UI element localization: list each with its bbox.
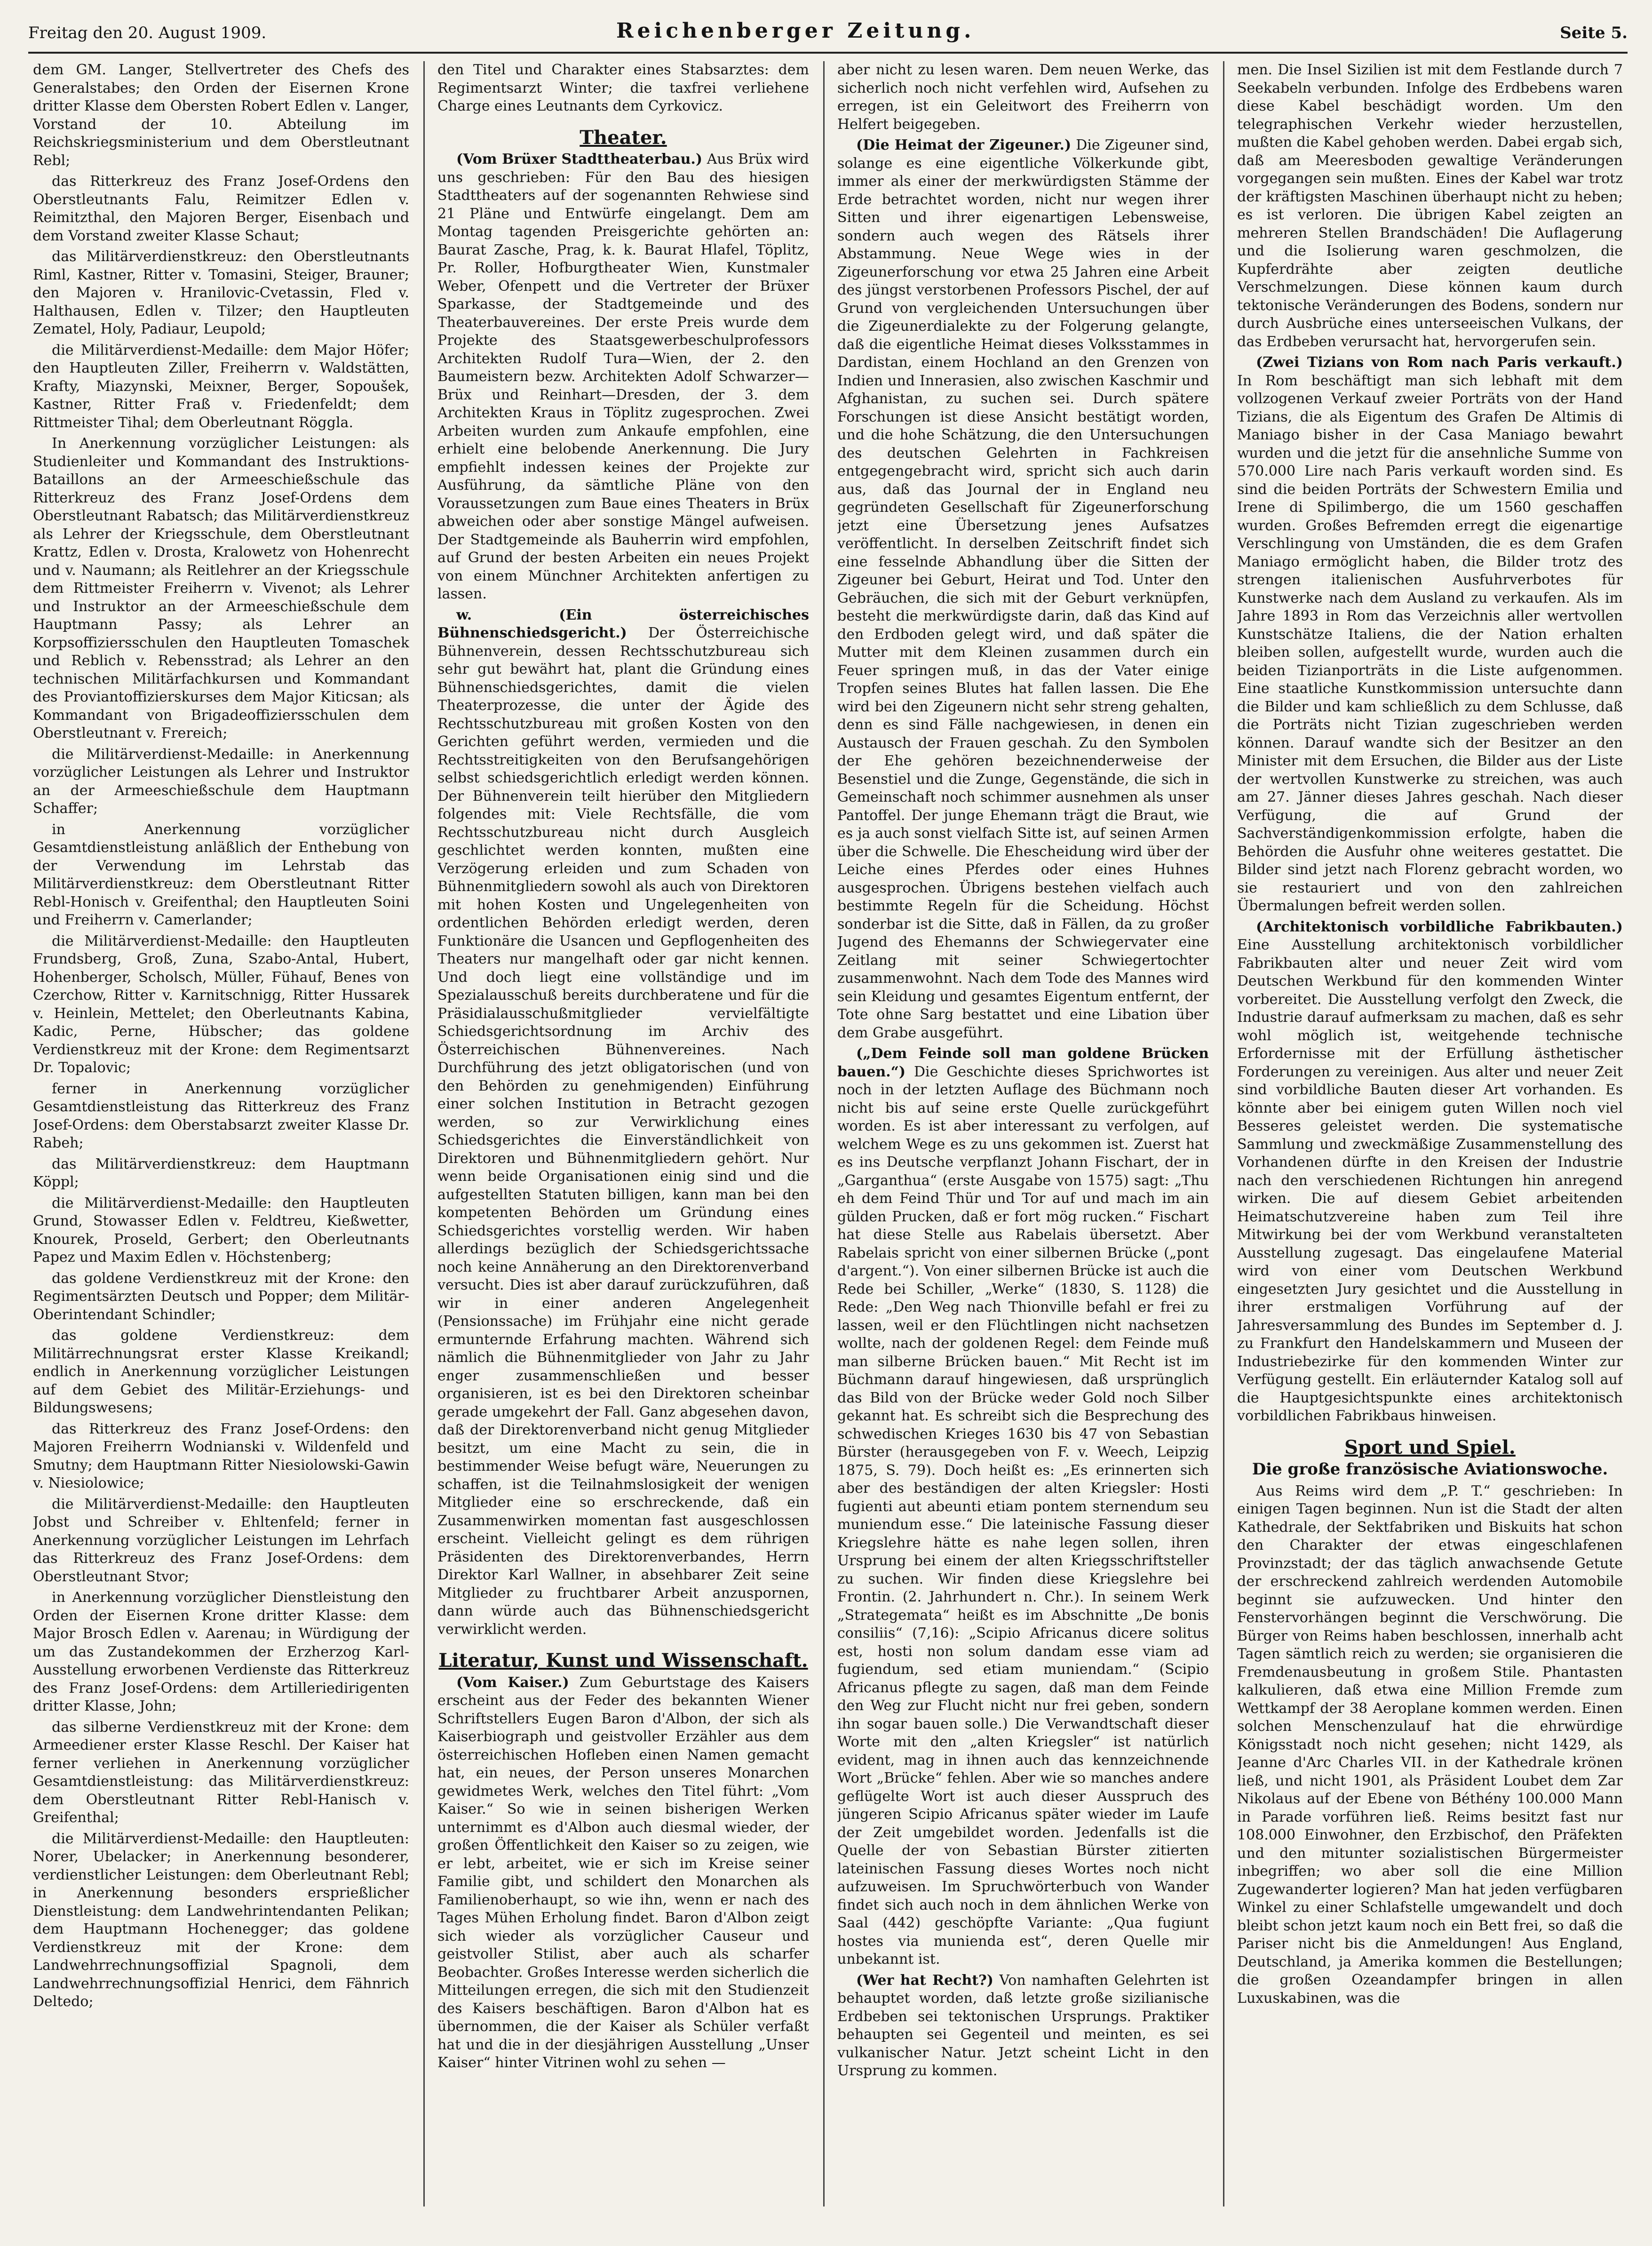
- article-body: Die Zigeuner sind, solange es eine eigentliche Völkerkunde gibt, immer als einer der merkwürdigsten Stämme der Erde betrachtet worden, nicht nur wegen ihrer Sitten und ihrer eigenartigen Lebensweise, sondern auch wegen des Rätsels ihrer Abstammung. Neue Wege wies in der Zigeunerforschung vor etwa 25 Jahren eine Arbeit des jüngst verstorbenen Professors Pischel, der auf Grund von vergleichenden Untersuchungen über die Zigeunerdialekte zu der Folgerung gelangte, daß die eigentliche Heimat dieses Volksstammes in Dardistan, einem Hochland an den Grenzen von Indien und Innerasien, also zwischen Kaschmir und Afghanistan, zu suchen sei. Durch spätere Forschungen ist diese Ansicht bestätigt worden, und die hohe Schätzung, die den Untersuchungen des deutschen Gelehrten in Fachkreisen entgegengebracht wird, spricht sich auch darin aus, daß das Journal der in England neu gegründeten Gesellschaft für Zigeunerforschung jetzt eine Übersetzung jenes Aufsatzes veröffentlicht. In derselben Zeitschrift findet sich eine fesselnde Abhandlung über die Sitten der Zigeuner bei Geburt, Heirat und Tod. Unter den Gebräuchen, die sich mit der Geburt verknüpfen, besteht die merkwürdigste darin, daß das Kind auf den Erdboden gelegt wird, und daß später die Mutter mit dem Kleinen zusammen durch ein Feuer springen muß, in das der Vater einige Tropfen seines Blutes hat fallen lassen. Die Ehe wird bei den Zigeunern nicht sehr streng gehalten, denn es sind Fälle nachgewiesen, in denen ein Austausch der Frauen geschah. Zu den Symbolen der Ehe gehören bezeichnenderweise der Besenstiel und die Zunge, Gegenstände, die sich in Gemeinschaft noch schimmer ausnehmen als unser Pantoffel. Der junge Ehemann trägt die Braut, wie es ja auch sonst vielfach Sitte ist, auf seinen Armen über die Schwelle. Die Ehescheidung wird über der Leiche eines Pferdes oder eines Huhnes ausgesprochen. Übrigens bestehen vielfach auch bestimmte Regeln für die Scheidung. Höchst sonderbar ist die Sitte, daß in Fällen, da zu großer Jugend des Ehemanns der Schwiegervater eine Zeitlang mit seiner Schwiegertochter zusammenwohnt. Nach dem Tode des Mannes wird sein Kleidung und gesamtes Eigentum entfernt, der Tote ohne Sarg bestattet und eine Libation über dem Grabe ausgeführt.: [837, 137, 1209, 1041]
- paragraph: die Militärverdienst-Medaille: den Hauptleuten: Norer, Ubelacker; in Anerkennung besonderer, verdienstlicher Leistungen: dem Oberleutnant Rebl; in Anerkennung besonders ersprießlicher Dienstleistung: dem Landwehrintendanten Pelikan; dem Hauptmann Hochenegger; das goldene Verdienstkreuz mit der Krone: dem Landwehrrechnungsoffizial Spagnoli, dem Landwehrrechnungsoffizial Henrici, dem Fähnrich Deltedo;: [33, 1830, 409, 2010]
- paragraph: die Militärverdienst-Medaille: dem Major Höfer; den Hauptleuten Ziller, Freiherrn v. Waldstätten, Krafty, Miazynski, Meixner, Berger, Sopoušek, Kastner, Ritter Fraß v. Friedenfeldt; dem Rittmeister Tihal; dem Oberleutnant Röggla.: [33, 342, 409, 431]
- article-body: Aus Reims wird dem „P. T.“ geschrieben: In einigen Tagen beginnen. Nun ist die Stadt der alten Kathedrale, der Sektfabriken und Biskuits hat schon den Charakter der etwas eingeschlafenen Provinzstadt; der das täglich anwachsende Getute der erschreckend zahlreich werdenden Automobile beginnt sie aufzuwecken. Und hinter den Fenstervorhängen beginnt die Verschwörung. Die Bürger von Reims haben beschlossen, innerhalb acht Tagen sämtlich reich zu werden; sie organisieren die Fremdenausbeutung in großem Stile. Phantasten kalkulieren, daß etwa eine Million Fremde zum Wettkampf der 38 Aeroplane kommen werden. Einen solchen Menschenzulauf hat die ehrwürdige Königsstadt noch nicht gesehen; nicht 1429, als Jeanne d'Arc Charles VII. in der Kathedrale krönen ließ, und nicht 1901, als Präsident Loubet dem Zar Nikolaus auf der Ebene von Béthény 100.000 Mann in Parade vorführen ließ. Reims besitzt fast nur 108.000 Einwohner, den Erzbischof, den Präfekten und den mitunter sozialistischen Bürgermeister inbegriffen; wo aber soll die eine Million Zugewanderter logieren? Man hat jeden verfügbaren Winkel zu einer Schlafstelle umgewandelt und doch bleibt schon jetzt kaum noch ein Bett frei, so daß die Pariser nicht bis die Anmeldungen! Aus England, Deutschland, ja Amerika kommen die Bestellungen; die großen Ozeandampfer bringen in allen Luxuskabinen, was die: [1237, 1482, 1623, 2007]
- paragraph: aber nicht zu lesen waren. Dem neuen Werke, das sicherlich noch nicht verfehlen wird, Aufsehen zu erregen, ist ein Geleitwort des Freiherrn von Helfert beigegeben.: [837, 62, 1209, 133]
- paragraph: In Anerkennung vorzüglicher Leistungen: als Studienleiter und Kommandant des Instruktions-Bataillons an der Armeeschießschule das Ritterkreuz des Franz Josef-Ordens dem Oberstleutnant Rabatsch; das Militärverdienstkreuz als Lehrer der Kriegsschule, dem Oberstleutnant Krattz, Edlen v. Drosta, Kralowetz von Hohenrecht und v. Naumann; als Reitlehrer an der Kriegsschule dem Rittmeister Freiherrn v. Vivenot; als Lehrer und Instruktor an der Armeeschießschule dem Hauptmann Passy; als Lehrer an Korpsoffiziersschulen den Hauptleuten Tomaschek und Reblich v. Rebensstrad; als Lehrer an den technischen Militärfachkursen und Kommandant des Proviantoffizierskurses dem Major Kiticsan; als Kommandant von Brigadeoffiziersschulen dem Oberstleutnant v. Frereich;: [33, 435, 409, 741]
- column-rule: [1223, 61, 1224, 2206]
- paragraph: das goldene Verdienstkreuz: dem Militärrechnungsrat erster Klasse Kreikandl; endlich in Anerkennung vorzüglicher Leistungen auf dem Gebiet des Militär-Erziehungs- und Bildungswesens;: [33, 1327, 409, 1416]
- page-number: Seite 5.: [1560, 24, 1628, 42]
- column-2: [437, 61, 809, 2206]
- article-title: (Vom Kaiser.): [456, 1674, 569, 1691]
- paragraph: die Militärverdienst-Medaille: in Anerkennung vorzüglicher Leistungen als Lehrer und Instruktor an der Armeeschießschule dem Hauptmann Schaffer;: [33, 746, 409, 817]
- article-body: Aus Brüx wird uns geschrieben: Für den Bau des hiesigen Stadttheaters auf der sogenannten Rehwiese sind 21 Pläne und Entwürfe eingelangt. Dem am Montag tagenden Preisgerichte gehörten an: Baurat Zasche, Prag, k. k. Baurat Hlafel, Töplitz, Pr. Roller, Hofburgtheater Wien, Kunstmaler Weber, Ofenpett und die Vertreter der Brüxer Sparkasse, der Stadtgemeinde und des Theaterbauvereines. Der erste Preis wurde dem Projekte des Staatsgewerbeschulprofessors Architekten Rudolf Tura—Wien, der 2. den Baumeistern bezw. Architekten Adolf Schwarzer—Brüx und Reinhart—Dresden, der 3. dem Architekten Kraus in Töplitz zugesprochen. Zwei Arbeiten wurden zum Ankaufe empfohlen, eine erhielt eine belobende Anerkennung. Die Jury empfiehlt indessen keines der Projekte zur Ausführung, da sämtliche Pläne von den Voraussetzungen zum Baue eines Theaters in Brüx abweichen oder aber sonstige Mängel aufweisen. Der Stadtgemeinde als Bauherrin wird empfohlen, auf Grund der besten Arbeiten ein neues Projekt von einem Münchner Architekten anfertigen zu lassen.: [437, 151, 809, 602]
- article-body: Der Österreichische Bühnenverein, dessen Rechtsschutzbureau sich sehr gut bewährt hat, plant die Gründung eines Bühnenschiedsgerichtes, damit die vielen Theaterprozesse, die unter der Ägide des Rechtsschutzbureau mit großen Kosten von den Gerichten geführt werden, vermieden und die Rechtsstreitigkeiten von den Berufsangehörigen selbst schiedsgerichtlich erledigt werden können. Der Bühnenverein teilt hierüber den Mitgliedern folgendes mit: Viele Rechtsfälle, die vom Rechtsschutzbureau nicht durch Ausgleich geschlichtet werden konnten, mußten eine Verzögerung erleiden und zum Schaden von Bühnenmitgliedern sowohl als auch von Direktoren mit hohen Kosten und Ungelegenheiten von ordentlichen Behörden erledigt werden, deren Funktionäre die Usancen und Gepflogenheiten des Theaters nur mangelhaft oder gar nicht kennen. Und doch liegt eine vollständige und im Spezialausschuß bereits durchberatene und für die Präsidialausschußmitglieder vervielfältigte Schiedsgerichtsordnung im Archiv des Österreichischen Bühnenvereines. Nach Durchführung des jetzt obligatorischen (und von den Behörden zu genehmigenden) Einführung einer solchen Institution in Betracht gezogen werden, so zur Verwirklichung eines Schiedsgerichtes die Einverständlichkeit von Direktoren und Bühnenmitgliedern gehört. Nur wenn beide Organisationen einig sind und die aufgestellten Statuten billigen, kann man bei den kompetenten Behörden um Gründung eines Schiedsgerichtes vorstellig werden. Wir haben allerdings bezüglich der Schiedsgerichtssache noch keine Annäherung an den Direktorenverband versucht. Dies ist aber darauf zurückzuführen, daß wir in einer anderen Angelegenheit (Pensionssache) im Frühjahr eine nicht gerade ermunternde Erfahrung machten. Während sich nämlich die Bühnenmitglieder von Jahr zu Jahr enger zusammenschließen und besser organisieren, ist es bei den Direktoren scheinbar gerade umgekehrt der Fall. Ganz abgesehen davon, daß der Direktorenverband nicht genug Mitglieder besitzt, um eine Macht zu sein, die in bestimmender Weise befugt wäre, Neuerungen zu schaffen, ist die Teilnahmslosigkeit der wenigen Mitglieder eine so erschreckende, daß ein Zusammenwirken momentan fast ausgeschlossen erscheint. Vielleicht gelingt es dem rührigen Präsidenten des Direktorenverbandes, Herrn Direktor Karl Wallner, in absehbarer Zeit seine Mitglieder zu fruchtbarer Arbeit anzuspornen, dann würde auch das Bühnenschiedsgericht verwirklicht werden.: [437, 625, 809, 1638]
- article-body: Die Geschichte dieses Sprichwortes ist noch in der letzten Auflage des Büchmann noch nicht bis auf seine erste Quelle zurückgeführt worden. Es ist aber interessant zu verfolgen, auf welchem Wege es zu uns gekommen ist. Zuerst hat es ins Deutsche verpflanzt Johann Fischart, der in „Garganthua“ (erste Ausgabe von 1575) sagt: „Thu eh dem Feind Thür und Tor auf und mach im ain gülden Prucken, daß er fort mög rucken.“ Fischart hat diese Stelle aus Rabelais übersetzt. Aber Rabelais spricht von einer silbernen Brücke („pont d'argent.“). Von einer silbernen Brücke ist auch die Rede bei Schiller, „Werke“ (1830, S. 1128) die Rede: „Den Weg nach Thionville befahl er frei zu lassen, weil er den Flüchtlingen nicht nachsetzen wollte, nach der goldenen Regel: dem Feinde muß man silberne Brücken bauen.“ Mit Recht ist im Büchmann darauf hingewiesen, daß ursprünglich das Bild von der Brücke weder Gold noch Silber gekannt hat. Es schreibt sich die Besprechung des schwedischen Krieges 1630 bis 47 von Sebastian Bürster (herausgegeben von F. v. Weech, Leipzig 1875, S. 79). Doch heißt es: „Es erinnerten sich aber des beständigen der alten Kriegsler: Hosti fugienti aut abeunti etiam pontem sternendum seu muniendum esse.“ Die lateinische Fassung dieser Kriegslehre hätte es nahe legen sollen, ihren Ursprung bei einem der alten Kriegsschriftsteller zu suchen. Wir finden diese Kriegslehre bei Frontin. (2. Jahrhundert n. Chr.). In seinem Werk „Strategemata“ heißt es im Abschnitte „De bonis consiliis“ (7,16): „Scipio Africanus dicere solitus est, hosti non solum dandam esse viam ad fugiendum, sed etiam muniendam.“ (Scipio Africanus pflegte zu sagen, daß man dem Feinde den Weg zur Flucht nicht nur frei geben, sondern ihn sogar bauen solle.) Die Verwandtschaft dieser Worte mit den „alten Kriegsler“ ist natürlich evident, mag in ihnen auch das kennzeichnende Wort „Brücke“ fehlen. Aber wie so manches andere geflügelte Wort ist auch dieser Ausspruch des jüngeren Scipio Africanus später wieder im Laufe der Zeit umgebildet worden. Jedenfalls ist die Quelle der von Sebastian Bürster zitierten lateinischen Fassung dieses Wortes noch nicht aufzuweisen. Im Spruchwörterbuch von Wander findet sich auch noch in dem ähnlichen Werke von Saal (442) geschöpfte Variante: „Qua fugiunt hostes via munienda est“, deren Quelle mir unbekannt ist.: [837, 1063, 1209, 1967]
- article-body: Zum Geburtstage des Kaisers erscheint aus der Feder des bekannten Wiener Schriftstellers Eugen Baron d'Albon, der sich als Kaiserbiograph und geistvoller Erzähler aus dem österreichischen Hofleben einen Namen gemacht hat, ein neues, der Person unseres Monarchen gewidmetes Werk, welches den Titel führt: „Vom Kaiser.“ So wie in seinen bisherigen Werken unternimmt es d'Albon auch diesmal wieder, der großen Öffentlichkeit den Kaiser so zu zeigen, wie er lebt, arbeitet, wie er sich im Kreise seiner Familie gibt, und schildert den Monarchen als Familienoberhaupt, so wie ihn, wenn er nach des Tages Mühen Erholung findet. Baron d'Albon zeigt sich wieder als vorzüglicher Causeur und geistvoller Stilist, aber auch als scharfer Beobachter. Großes Interesse werden sicherlich die Mitteilungen erregen, die sich mit den Studienzeit des Kaisers beschäftigen. Baron d'Albon hat es übernommen, die der Kaiser als Schüler verfaßt hat und die in der diesjährigen Ausstellung „Unser Kaiser“ hinter Vitrinen wohl zu sehen —: [437, 1674, 809, 2071]
- column-rule: [823, 61, 825, 2206]
- paragraph: das silberne Verdienstkreuz mit der Krone: dem Armeediener erster Klasse Reschl. Der Kaiser hat ferner verliehen in Anerkennung vorzüglicher Gesamtdienstleistung: das Militärverdienstkreuz: dem Oberstleutnant Ritter Rebl-Hanisch v. Greifenthal;: [33, 1719, 409, 1826]
- paragraph: das Ritterkreuz des Franz Josef-Ordens den Oberstleutnants Falu, Reimitzer Edlen v. Reimitzthal, den Majoren Berger, Eisenbach und dem Vorstand zweiter Klasse Schaut;: [33, 173, 409, 244]
- section-heading-sport: Sport und Spiel.: [1344, 1436, 1516, 1458]
- article-title: w. (Ein österreichisches Bühnenschiedsgericht.): [437, 606, 809, 641]
- section-heading-literature: Literatur, Kunst und Wissenschaft.: [438, 1649, 808, 1672]
- article-title: (Zwei Tizians von Rom nach Paris verkauft.): [1256, 354, 1623, 371]
- column-3: [837, 61, 1209, 2206]
- paragraph: dem GM. Langer, Stellvertreter des Chefs des Generalstabes; den Orden der Eisernen Krone dritter Klasse dem Obersten Robert Edlen v. Langer, Vorstand der 10. Abteilung im Reichskriegsministerium und dem Oberstleutnant Rebl;: [33, 62, 409, 169]
- paragraph: den Titel und Charakter eines Stabsarztes: dem Regimentsarzt Winter; die taxfrei verliehene Charge eines Leutnants dem Cyrkovicz.: [437, 62, 809, 114]
- column-1: [33, 61, 409, 2206]
- article-body: Eine Ausstellung architektonisch vorbildlicher Fabrikbauten alter und neuer Zeit wird vom Deutschen Werkbund für den kommenden Winter vorbereitet. Die Ausstellung verfolgt den Zweck, die Industrie darauf aufmerksam zu machen, daß es sehr wohl möglich ist, weitgehende technische Erfordernisse mit der Erfüllung ästhetischer Forderungen zu vereinigen. Aus alter und neuer Zeit sind vorbildliche Bauten dieser Art vorhanden. Es könnte aber bei einigem guten Willen noch viel Besseres geleistet werden. Die systematische Sammlung und zweckmäßige Zusammenstellung des Vorhandenen dürfte in den Kreisen der Industrie nach den verschiedenen Richtungen hin anregend wirken. Die auf diesem Gebiet arbeitenden Heimatschutzvereine haben zum Teil ihre Mitwirkung bei der vom Werkbund veranstalteten Ausstellung zugesagt. Das eingelaufene Material wird von einer vom Deutschen Werkbund eingesetzten Jury gesichtet und die Ausstellung in ihrer erstmaligen Vorführung auf der Jahresversammlung des Bundes im September d. J. zu Frankfurt den Handelskammern und Museen der Industriebezirke für den kommenden Winter zur Verfügung gestellt. Ein erläuternder Katalog soll auf die Hauptgesichtspunkte eines architektonisch vorbildlichen Fabrikbaus hinweisen.: [1237, 937, 1623, 1424]
- article-title: (Wer hat Recht?): [856, 1972, 993, 1989]
- page-header: [28, 19, 1628, 54]
- paragraph: das Ritterkreuz des Franz Josef-Ordens: den Majoren Freiherrn Wodnianski v. Wildenfeld und Smutny; dem Hauptmann Ritter Niesiolowski-Gawin v. Niesiolowice;: [33, 1420, 409, 1491]
- section-heading-theater: Theater.: [580, 126, 667, 149]
- paragraph: das Militärverdienstkreuz: den Oberstleutnants Riml, Kastner, Ritter v. Tomasini, Steiger, Brauner; den Majoren v. Hranilovic-Cvetassin, Fled v. Halthausen, Edlen v. Tilzer; den Hauptleuten Zematel, Holy, Padiaur, Leupold;: [33, 248, 409, 337]
- article-headline: Die große französische Aviationswoche.: [1252, 1460, 1608, 1479]
- paragraph: die Militärverdienst-Medaille: den Hauptleuten Frundsberg, Groß, Zuna, Szabo-Antal, Hubert, Hohenberger, Scholsch, Müller, Fühauf, Benes von Czerchow, Ritter v. Karnitschnigg, Ritter Hussarek v. Heinlein, Mettelet; den Oberleutnants Kabina, Kadic, Perne, Hübscher; das goldene Verdienstkreuz mit der Krone: dem Regimentsarzt Dr. Topalovic;: [33, 932, 409, 1076]
- paragraph: die Militärverdienst-Medaille: den Hauptleuten Jobst und Schreiber v. Ehltenfeld; ferner in Anerkennung vorzüglicher Leistungen im Lehrfach das Ritterkreuz des Franz Josef-Ordens: dem Oberstleutnant Stvor;: [33, 1496, 409, 1585]
- column-rule: [423, 61, 425, 2206]
- issue-date: Freitag den 20. August 1909.: [28, 24, 267, 42]
- article-title: (Architektonisch vorbildliche Fabrikbauten.): [1256, 918, 1623, 935]
- paragraph: in Anerkennung vorzüglicher Dienstleistung den Orden der Eisernen Krone dritter Klasse: dem Major Brosch Edlen v. Aarenau; in Würdigung der um das Zustandekommen der Erzherzog Karl-Ausstellung erworbenen Verdienste das Ritterkreuz des Franz Josef-Ordens: dem Artilleriedirigenten dritter Klasse, John;: [33, 1589, 409, 1714]
- paragraph: die Militärverdienst-Medaille: den Hauptleuten Grund, Stowasser Edlen v. Feldtreu, Kießwetter, Knourek, Proseld, Gerbert; den Oberleutnants Papez und Maxim Edlen v. Höchstenberg;: [33, 1195, 409, 1266]
- paragraph: das goldene Verdienstkreuz mit der Krone: den Regimentsärzten Deutsch und Popper; dem Militär-Oberintendant Schindler;: [33, 1270, 409, 1323]
- paragraph: men. Die Insel Sizilien ist mit dem Festlande durch 7 Seekabeln verbunden. Infolge des Erdbebens waren diese Kabel beschädigt worden. Um den telegraphischen Verkehr wieder herzustellen, mußten die Kabel gehoben werden. Dabei ergab sich, daß am Meeresboden gewaltige Veränderungen vorgegangen sein mußten. Eines der Kabel war trotz der kräftigsten Maschinen überhaupt nicht zu heben; es ist verloren. Die übrigen Kabel zeigten an mehreren Stellen Brandschäden! Die Auflagerung und die Isolierung waren geschmolzen, die Kupferdrähte aber zeigten deutliche Verschmelzungen. Diese können kaum durch tektonische Veränderungen des Bodens, sondern nur durch Ausbrüche eines unterseeischen Vulkans, der das Erdbeben verursacht hat, hervorgerufen sein.: [1237, 62, 1623, 350]
- article-body: Von namhaften Gelehrten ist behauptet worden, daß letzte große sizilianische Erdbeben sei tektonischen Ursprungs. Praktiker behaupten sei Gegenteil und meinten, es sei vulkanischer Natur. Jetzt scheint Licht in den Ursprung zu kommen.: [837, 1972, 1209, 2079]
- article-title: (Die Heimat der Zigeuner.): [856, 137, 1072, 153]
- article-body: In Rom beschäftigt man sich lebhaft mit dem vollzogenen Verkauf zweier Porträts von der Hand Tizians, die als Eigentum des Grafen De Altimis di Maniago bisher in der Casa Maniago bewahrt wurden und die jetzt für die ansehnliche Summe von 570.000 Lire nach Paris verkauft worden sind. Es sind die beiden Porträts der Schwestern Emilia und Irene di Spilimbergo, die um 1560 geschaffen wurden. Großes Befremden erregt die eigenartige Verschlingung von Umständen, die es dem Grafen Maniago ermöglicht haben, die Bilder trotz des strengen italienischen Ausfuhrverbotes für Kunstwerke nach dem Ausland zu verkaufen. Als im Jahre 1893 in Rom das Verzeichnis aller wertvollen Kunstschätze Italiens, die der Nation erhalten bleiben sollen, aufgestellt wurde, wurden auch die beiden Tizianporträts in die Liste aufgenommen. Eine staatliche Kunstkommission untersuchte dann die Bilder und kam schließlich zu dem Schlusse, daß die Porträts nicht Tizian zugeschrieben werden können. Darauf wandte sich der Besitzer an den Minister mit dem Ersuchen, die Bilder aus der Liste der wertvollen Kunstwerke zu streichen, was auch am 27. Jänner dieses Jahres geschah. Nach dieser Verfügung, die auf Grund der Sachverständigenkommission erfolgte, haben die Behörden die Ausfuhr ohne weiteres gestattet. Die Bilder sind jetzt nach Florenz gebracht worden, wo sie restauriert und von den zahlreichen Übermalungen befreit werden sollen.: [1237, 372, 1623, 914]
- paragraph: ferner in Anerkennung vorzüglicher Gesamtdienstleistung das Ritterkreuz des Franz Josef-Ordens: dem Oberstabsarzt zweiter Klasse Dr. Rabeh;: [33, 1080, 409, 1151]
- newspaper-title: Reichenberger Zeitung.: [616, 19, 975, 43]
- paragraph: das Militärverdienstkreuz: dem Hauptmann Köppl;: [33, 1155, 409, 1190]
- article-title: (Vom Brüxer Stadttheaterbau.): [456, 151, 703, 167]
- paragraph: in Anerkennung vorzüglicher Gesamtdienstleistung anläßlich der Enthebung von der Verwendung im Lehrstab das Militärverdienstkreuz: dem Oberstleutnant Ritter Rebl-Honisch v. Greifenthal; den Hauptleuten Soini und Freiherrn v. Camerlander;: [33, 821, 409, 928]
- column-4: [1237, 61, 1623, 2206]
- article-title: („Dem Feinde soll man goldene Brücken bauen.“): [837, 1045, 1209, 1080]
